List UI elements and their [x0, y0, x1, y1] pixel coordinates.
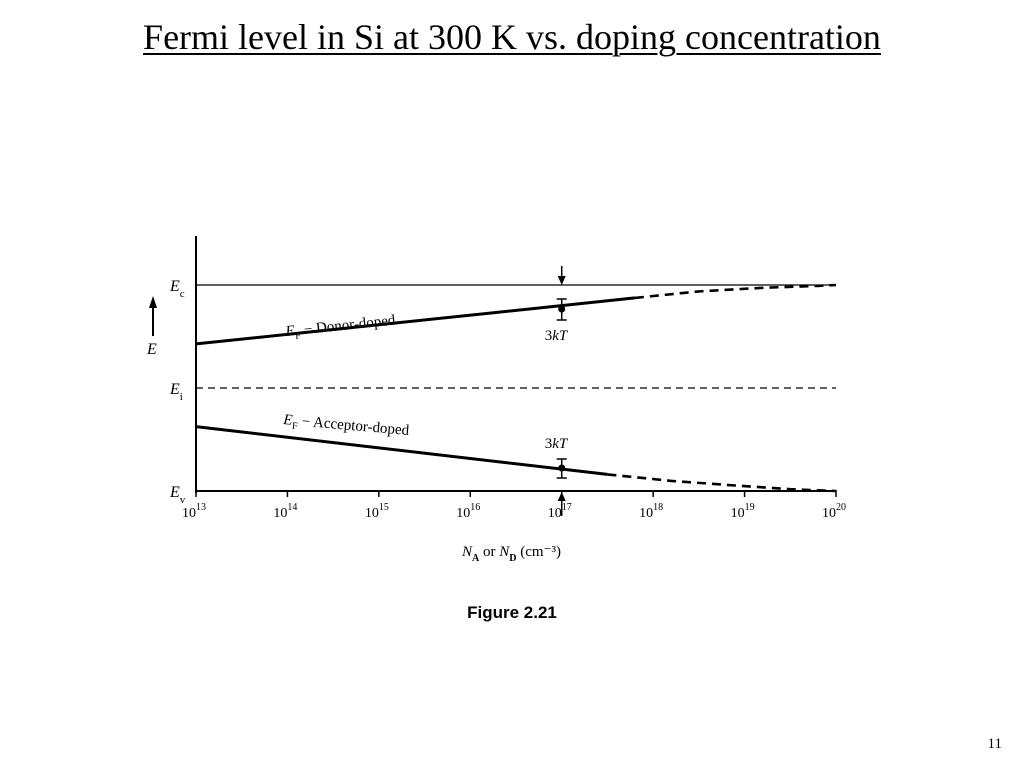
level-label-ev: $E_v$: [170, 484, 186, 506]
y-axis-arrow-head: [149, 296, 157, 308]
series-line-donor-dashed: [635, 285, 836, 298]
x-tick-label: $10^{14}$: [273, 502, 298, 521]
annotation-3kt-donor: 3kT: [544, 328, 568, 344]
slide-number: 11: [987, 736, 1002, 752]
3kt-dot-acceptor: [558, 465, 565, 472]
x-tick-label: $10^{20}$: [822, 502, 846, 521]
x-tick-label: $10^{19}$: [730, 502, 755, 521]
series-line-donor-solid: [196, 298, 635, 344]
3kt-arrow-top-head: [558, 276, 566, 285]
y-axis-label: E: [147, 341, 157, 358]
level-label-ei: $E_i$: [170, 381, 183, 403]
x-tick-label: $10^{15}$: [364, 502, 389, 521]
annotation-3kt-acceptor: 3kT: [544, 436, 568, 452]
x-axis-label: $N_A$ or $N_D$ (cm⁻³): [462, 544, 561, 564]
x-tick-label: $10^{18}$: [639, 502, 664, 521]
x-tick-label: $10^{13}$: [182, 502, 206, 521]
level-label-ec: $E_c$: [170, 278, 185, 300]
3kt-dot-donor: [558, 306, 565, 313]
series-line-acceptor-dashed: [607, 474, 836, 491]
series-label-acceptor: $E_F$ − Acceptor-doped: [282, 412, 410, 439]
3kt-arrow-bottom-head: [558, 492, 566, 501]
x-tick-label: $10^{16}$: [456, 502, 481, 521]
figure-caption: Figure 2.21: [467, 603, 557, 622]
x-tick-label: $10^{17}$: [547, 502, 572, 521]
series-label-donor: $E_F$ − Donor-doped: [284, 312, 397, 343]
page-title: Fermi level in Si at 300 K vs. doping concentration: [143, 17, 881, 57]
